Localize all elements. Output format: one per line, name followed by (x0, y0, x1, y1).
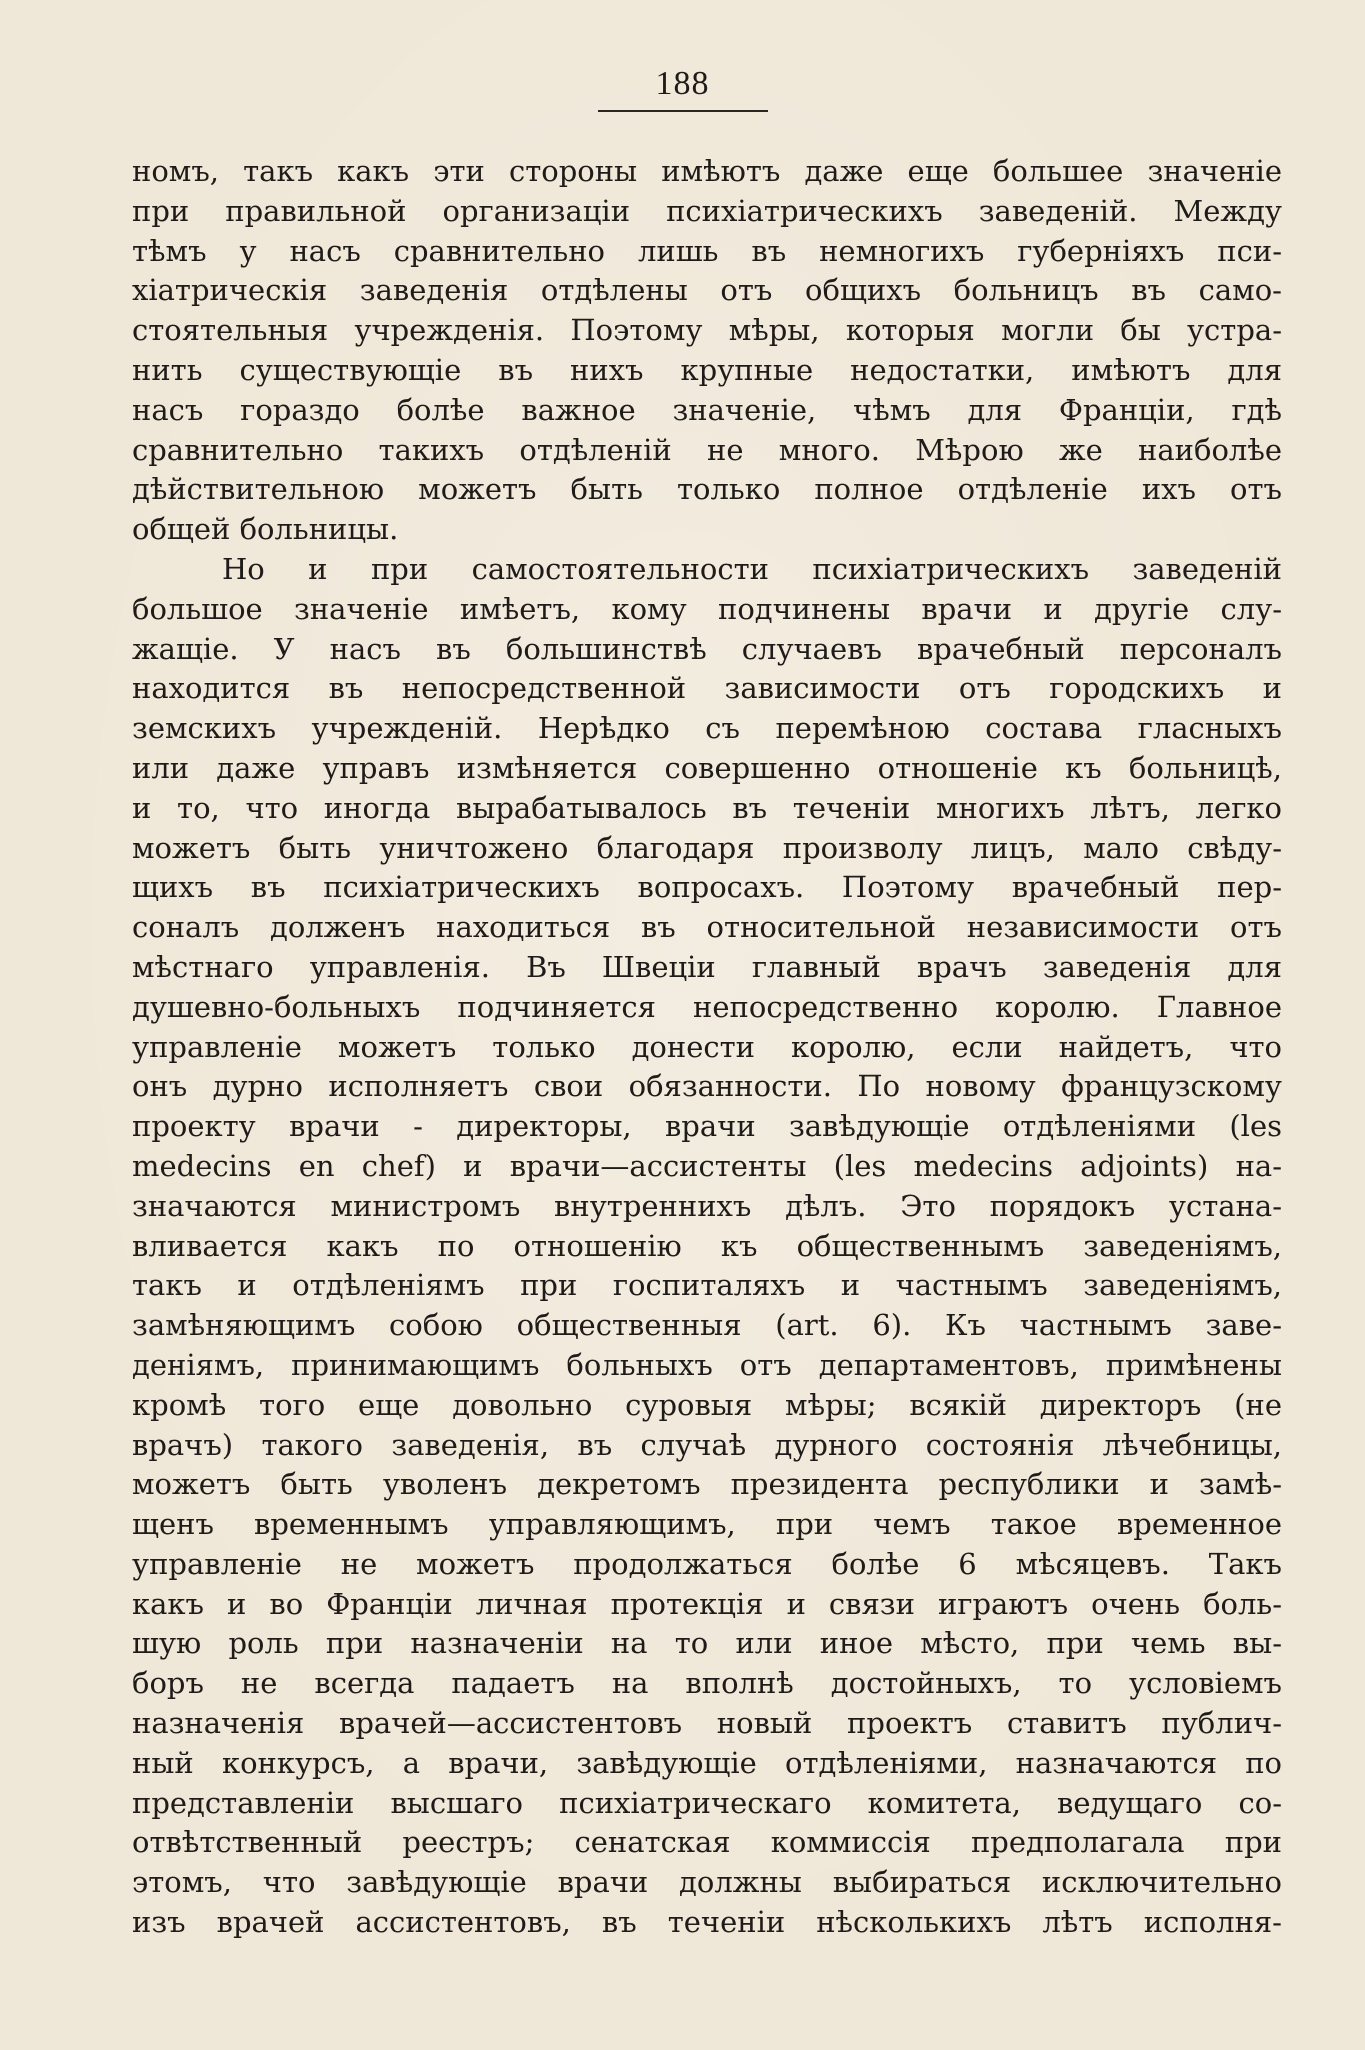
text-line: значаются министромъ внутреннихъ дѣлъ. Это порядокъ устана- (132, 1188, 1282, 1223)
header-rule (598, 110, 768, 112)
text-line: изъ врачей ассистентовъ, въ теченіи нѣсколькихъ лѣтъ исполня- (132, 1905, 1282, 1940)
text-line: щихъ въ психіатрическихъ вопросахъ. Поэтому врачебный пер- (132, 870, 1282, 905)
text-line: какъ и во Франціи личная протекція и связи играютъ очень боль- (132, 1586, 1282, 1621)
text-line: онъ дурно исполняетъ свои обязанности. По новому французскому (132, 1069, 1282, 1104)
text-line: управленіе не можетъ продолжаться болѣе 6 мѣсяцевъ. Такъ (132, 1546, 1282, 1581)
text-line: насъ гораздо болѣе важное значеніе, чѣмъ для Франціи, гдѣ (132, 392, 1282, 427)
text-line: дѣйствительною можетъ быть только полное отдѣленіе ихъ отъ (132, 472, 1282, 507)
text-line: тѣмъ у насъ сравнительно лишь въ немногихъ губерніяхъ пси- (132, 233, 1282, 268)
text-line: ный конкурсъ, а врачи, завѣдующіе отдѣленіями, назначаются по (132, 1745, 1282, 1780)
text-line: medecins en chef) и врачи—ассистенты (les medecins adjoints) на- (132, 1148, 1282, 1183)
text-line: замѣняющимъ собою общественныя (art. 6). Къ частнымъ заве- (132, 1308, 1282, 1343)
text-line: сравнительно такихъ отдѣленій не много. Мѣрою же наиболѣе (132, 432, 1282, 467)
text-line: или даже управъ измѣняется совершенно отношеніе къ больницѣ, (132, 750, 1282, 785)
text-line: находится въ непосредственной зависимости отъ городскихъ и (132, 671, 1282, 706)
text-line: вливается какъ по отношенію къ общественнымъ заведеніямъ, (132, 1228, 1282, 1263)
text-line: жащіе. У насъ въ большинствѣ случаевъ врачебный персоналъ (132, 631, 1282, 666)
text-line: общей больницы. (132, 512, 399, 547)
text-line: душевно-больныхъ подчиняется непосредственно королю. Главное (132, 989, 1282, 1024)
text-line: Но и при самостоятельности психіатрическихъ заведеній (222, 551, 1282, 586)
text-line: щенъ временнымъ управляющимъ, при чемъ такое временное (132, 1507, 1282, 1542)
text-line: соналъ долженъ находиться въ относительной независимости отъ (132, 910, 1282, 945)
text-line: мѣстнаго управленія. Въ Швеціи главный врачъ заведенія для (132, 949, 1282, 984)
text-line: деніямъ, принимающимъ больныхъ отъ департаментовъ, примѣнены (132, 1347, 1282, 1382)
text-line: этомъ, что завѣдующіе врачи должны выбираться исключительно (132, 1865, 1282, 1900)
page-number: 188 (655, 65, 710, 102)
paragraph-1 (132, 152, 1282, 550)
paragraph-2 (132, 550, 1282, 1943)
text-line: и то, что иногда вырабатывалось въ теченіи многихъ лѣтъ, легко (132, 790, 1282, 825)
text-line: управленіе можетъ только донести королю, если найдетъ, что (132, 1029, 1282, 1064)
text-line: такъ и отдѣленіямъ при госпиталяхъ и частнымъ заведеніямъ, (132, 1268, 1282, 1303)
text-line: большое значеніе имѣетъ, кому подчинены врачи и другіе слу- (132, 591, 1282, 626)
text-line: представленіи высшаго психіатрическаго комитета, ведущаго со- (132, 1785, 1282, 1820)
text-line: можетъ быть уволенъ декретомъ президента республики и замѣ- (132, 1467, 1282, 1502)
text-line: врачъ) такого заведенія, въ случаѣ дурного состоянія лѣчебницы, (132, 1427, 1282, 1462)
text-line: номъ, такъ какъ эти стороны имѣютъ даже еще большее значеніе (132, 154, 1282, 188)
text-line: боръ не всегда падаетъ на вполнѣ достойныхъ, то условіемъ (132, 1666, 1282, 1701)
text-line: назначенія врачей—ассистентовъ новый проектъ ставитъ публич- (132, 1706, 1282, 1741)
text-line: при правильной организаціи психіатрическихъ заведеній. Между (132, 193, 1282, 228)
body-text (132, 152, 1282, 1943)
text-line: земскихъ учрежденій. Нерѣдко съ перемѣною состава гласныхъ (132, 711, 1282, 746)
text-line: проекту врачи - директоры, врачи завѣдующіе отдѣленіями (les (132, 1109, 1282, 1144)
text-line: можетъ быть уничтожено благодаря произволу лицъ, мало свѣду- (132, 830, 1282, 865)
text-line: шую роль при назначеніи на то или иное мѣсто, при чемь вы- (132, 1626, 1282, 1661)
text-line: нить существующіе въ нихъ крупные недостатки, имѣютъ для (132, 352, 1282, 387)
text-line: кромѣ того еще довольно суровыя мѣры; всякій директоръ (не (132, 1387, 1282, 1422)
text-line: отвѣтственный реестръ; сенатская коммиссія предполагала при (132, 1825, 1282, 1860)
text-line: хіатрическія заведенія отдѣлены отъ общихъ больницъ въ само- (132, 273, 1282, 308)
text-line: стоятельныя учрежденія. Поэтому мѣры, которыя могли бы устра- (132, 313, 1282, 348)
